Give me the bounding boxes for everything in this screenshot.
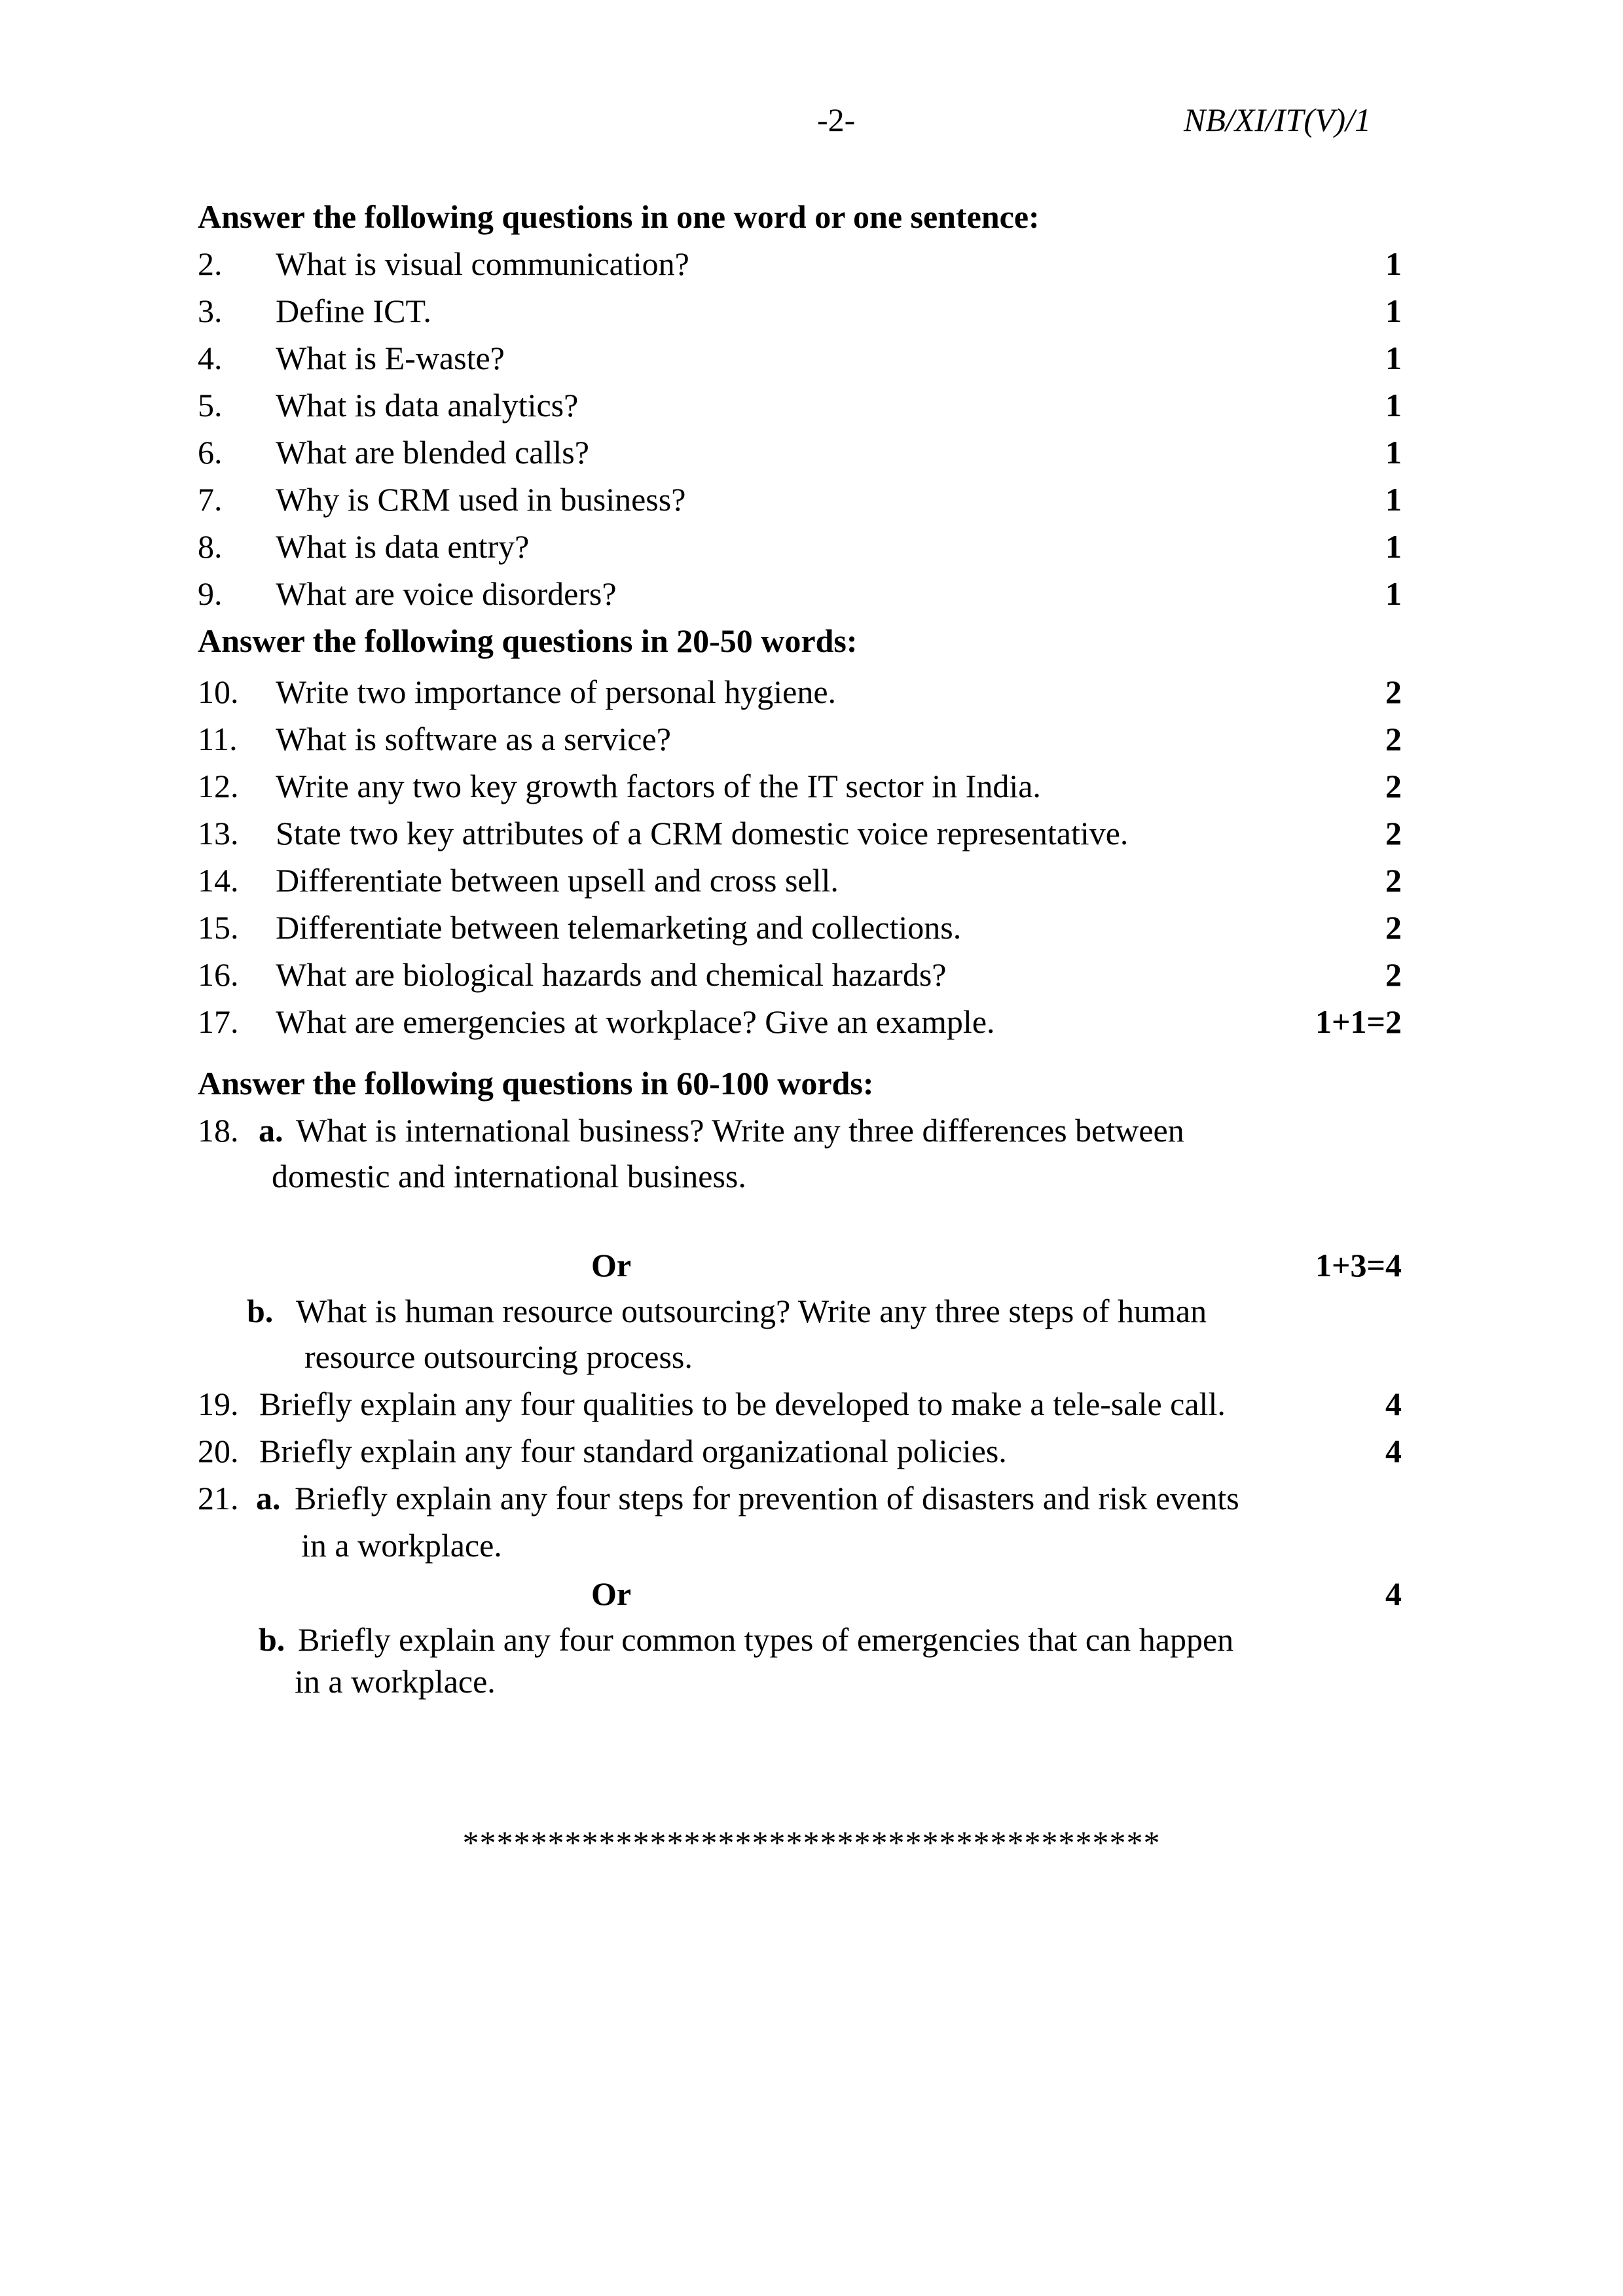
question-number: 10. — [198, 673, 239, 710]
option-b-text-continued: in a workplace. — [295, 1663, 496, 1700]
option-a-text: What is international business? Write any three differences between — [296, 1112, 1184, 1149]
page-number: -2- — [817, 101, 856, 138]
option-label: b. — [247, 1293, 274, 1329]
question-marks: 4 — [1385, 1433, 1402, 1469]
question-marks: 2 — [1385, 815, 1402, 852]
end-of-paper-stars: ***************************************** — [462, 1824, 1161, 1861]
question-number: 18. — [198, 1112, 239, 1149]
question-number: 16. — [198, 956, 239, 993]
paper-code: NB/XI/IT(V)/1 — [1184, 101, 1372, 138]
question-marks: 1 — [1385, 245, 1402, 282]
option-label: b. — [259, 1621, 285, 1658]
question-text: What is data entry? — [276, 528, 530, 565]
question-marks: 2 — [1385, 721, 1402, 757]
section-heading-20-50-words: Answer the following questions in 20-50 words: — [198, 622, 858, 659]
question-text: Differentiate between upsell and cross sell. — [276, 862, 839, 899]
question-marks: 1 — [1385, 293, 1402, 329]
question-marks: 1 — [1385, 481, 1402, 518]
question-number: 3. — [198, 293, 223, 329]
question-number: 17. — [198, 1003, 239, 1040]
question-number: 8. — [198, 528, 223, 565]
option-b-text: What is human resource outsourcing? Write any three steps of human — [296, 1293, 1207, 1329]
question-marks: 1 — [1385, 434, 1402, 471]
question-text: What are emergencies at workplace? Give an example. — [276, 1003, 995, 1040]
question-number: 20. — [198, 1433, 239, 1469]
question-text: Briefly explain any four qualities to be developed to make a tele-sale call. — [259, 1386, 1226, 1422]
question-marks: 2 — [1385, 862, 1402, 899]
question-marks: 1 — [1385, 575, 1402, 612]
question-number: 19. — [198, 1386, 239, 1422]
question-number: 2. — [198, 245, 223, 282]
question-marks: 1 — [1385, 340, 1402, 376]
section-heading-60-100-words: Answer the following questions in 60-100 words: — [198, 1065, 874, 1102]
question-number: 14. — [198, 862, 239, 899]
question-marks: 4 — [1385, 1386, 1402, 1422]
question-marks: 1 — [1385, 528, 1402, 565]
question-marks: 2 — [1385, 956, 1402, 993]
question-marks: 1+3=4 — [1315, 1247, 1402, 1283]
question-number: 21. — [198, 1480, 239, 1516]
question-number: 13. — [198, 815, 239, 852]
question-text: What are voice disorders? — [276, 575, 617, 612]
question-marks: 1+1=2 — [1315, 1003, 1402, 1040]
question-text: What is E-waste? — [276, 340, 505, 376]
section-heading-one-word: Answer the following questions in one word or one sentence: — [198, 198, 1040, 235]
question-marks: 1 — [1385, 387, 1402, 423]
option-label: a. — [259, 1112, 283, 1149]
question-text: Why is CRM used in business? — [276, 481, 686, 518]
question-text: Write any two key growth factors of the IT sector in India. — [276, 768, 1041, 804]
question-text: What is data analytics? — [276, 387, 579, 423]
or-separator: Or — [591, 1247, 632, 1283]
question-text: What are biological hazards and chemical hazards? — [276, 956, 947, 993]
option-label: a. — [256, 1480, 281, 1516]
question-number: 4. — [198, 340, 223, 376]
question-number: 11. — [198, 721, 238, 757]
or-separator: Or — [591, 1575, 632, 1612]
question-number: 7. — [198, 481, 223, 518]
question-number: 9. — [198, 575, 223, 612]
question-text: Briefly explain any four standard organizational policies. — [259, 1433, 1007, 1469]
option-b-text-continued: resource outsourcing process. — [304, 1338, 693, 1375]
option-a-text: Briefly explain any four steps for prevention of disasters and risk events — [295, 1480, 1239, 1516]
option-a-text-continued: in a workplace. — [301, 1527, 502, 1564]
question-number: 5. — [198, 387, 223, 423]
question-text: Define ICT. — [276, 293, 431, 329]
question-marks: 2 — [1385, 768, 1402, 804]
question-number: 6. — [198, 434, 223, 471]
option-b-text: Briefly explain any four common types of emergencies that can happen — [298, 1621, 1234, 1658]
question-marks: 2 — [1385, 673, 1402, 710]
question-text: What are blended calls? — [276, 434, 589, 471]
question-text: State two key attributes of a CRM domestic voice representative. — [276, 815, 1129, 852]
question-text: What is visual communication? — [276, 245, 689, 282]
question-marks: 4 — [1385, 1575, 1402, 1612]
option-a-text-continued: domestic and international business. — [272, 1158, 746, 1194]
question-text: Differentiate between telemarketing and collections. — [276, 909, 962, 946]
question-number: 12. — [198, 768, 239, 804]
question-text: What is software as a service? — [276, 721, 671, 757]
question-text: Write two importance of personal hygiene. — [276, 673, 837, 710]
question-number: 15. — [198, 909, 239, 946]
question-marks: 2 — [1385, 909, 1402, 946]
